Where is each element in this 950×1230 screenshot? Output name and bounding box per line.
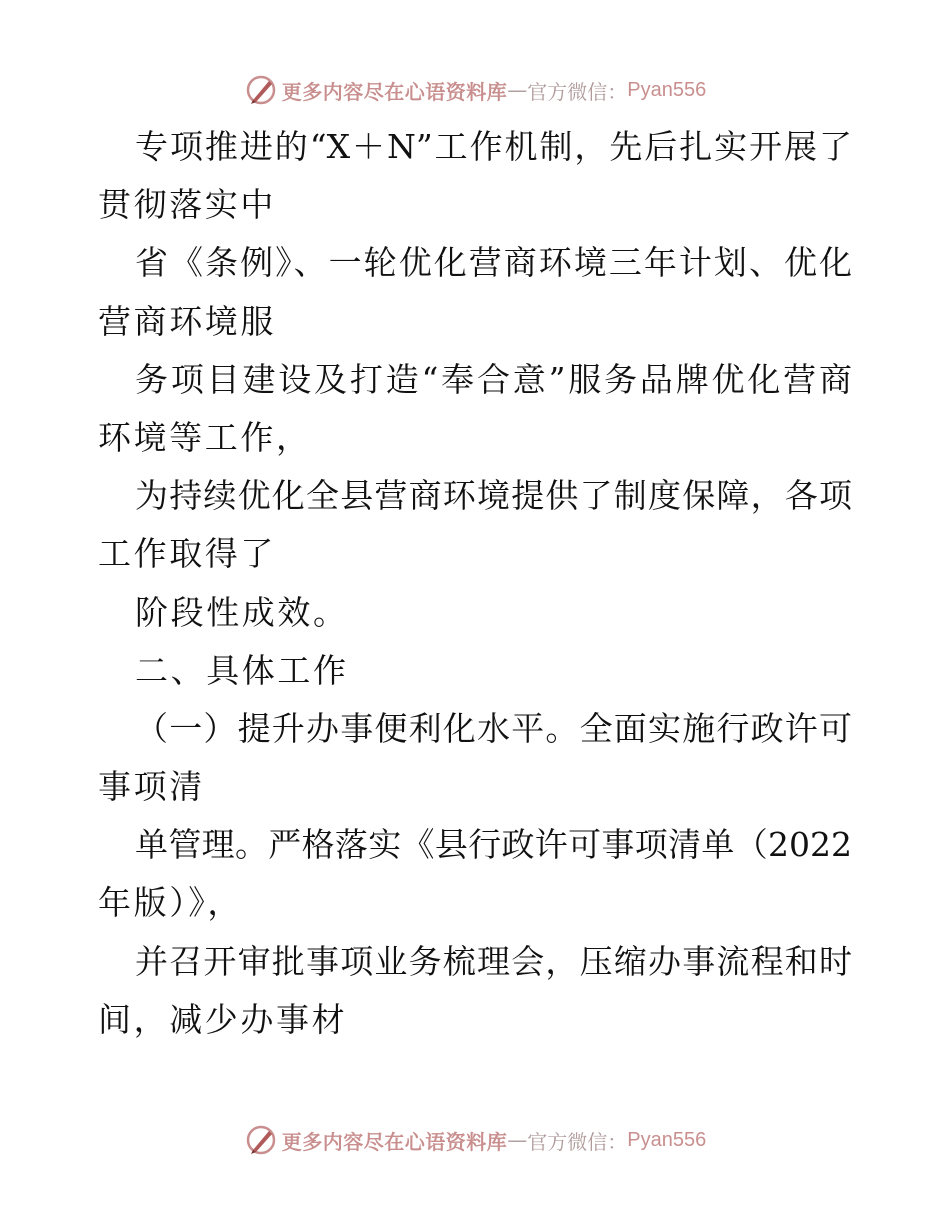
text-line: 年版）》， bbox=[98, 883, 243, 923]
watermark-wechat-id: Pyan556 bbox=[627, 1128, 707, 1151]
watermark-wechat-id: Pyan556 bbox=[627, 78, 707, 101]
text-line: 并召开审批事项业务梳理会，压缩办事流程和时 bbox=[135, 941, 852, 981]
watermark-official-label: 官方微信： bbox=[527, 1129, 628, 1154]
text-line: 省《条例》、一轮优化营商环境三年计划、优化 bbox=[135, 243, 852, 283]
pen-logo-icon bbox=[244, 73, 278, 107]
watermark-dash: — bbox=[507, 78, 528, 102]
text-line: 间，减少办事材 bbox=[98, 999, 348, 1039]
watermark-dash: — bbox=[507, 1128, 528, 1152]
pen-logo-icon bbox=[244, 1123, 278, 1157]
text-line: 工作取得了 bbox=[98, 534, 276, 574]
text-line: 营商环境服 bbox=[98, 301, 276, 341]
text-line: 事项清 bbox=[98, 767, 205, 807]
text-line: 贯彻落实中 bbox=[98, 185, 276, 225]
watermark-site-text: 更多内容尽在心语资料库 bbox=[281, 1129, 508, 1154]
watermark-official-label: 官方微信： bbox=[527, 79, 628, 104]
subsection-heading-line: （一）提升办事便利化水平。全面实施行政许可 bbox=[135, 708, 852, 748]
text-line: 单管理。严格落实《县行政许可事项清单（2022 bbox=[135, 825, 852, 865]
watermark-site-text: 更多内容尽在心语资料库 bbox=[281, 79, 508, 104]
document-body bbox=[98, 118, 852, 1049]
header-watermark bbox=[0, 70, 950, 110]
text-line: 环境等工作， bbox=[98, 417, 312, 457]
text-line: 阶段性成效。 bbox=[135, 592, 349, 632]
footer-watermark bbox=[0, 1120, 950, 1160]
text-line: 专项推进的“X＋N”工作机制，先后扎实开展了 bbox=[135, 127, 852, 166]
section-heading: 二、具体工作 bbox=[135, 650, 349, 690]
text-line: 为持续优化全县营商环境提供了制度保障，各项 bbox=[135, 476, 852, 516]
text-line: 务项目建设及打造“奉合意”服务品牌优化营商 bbox=[135, 359, 852, 399]
